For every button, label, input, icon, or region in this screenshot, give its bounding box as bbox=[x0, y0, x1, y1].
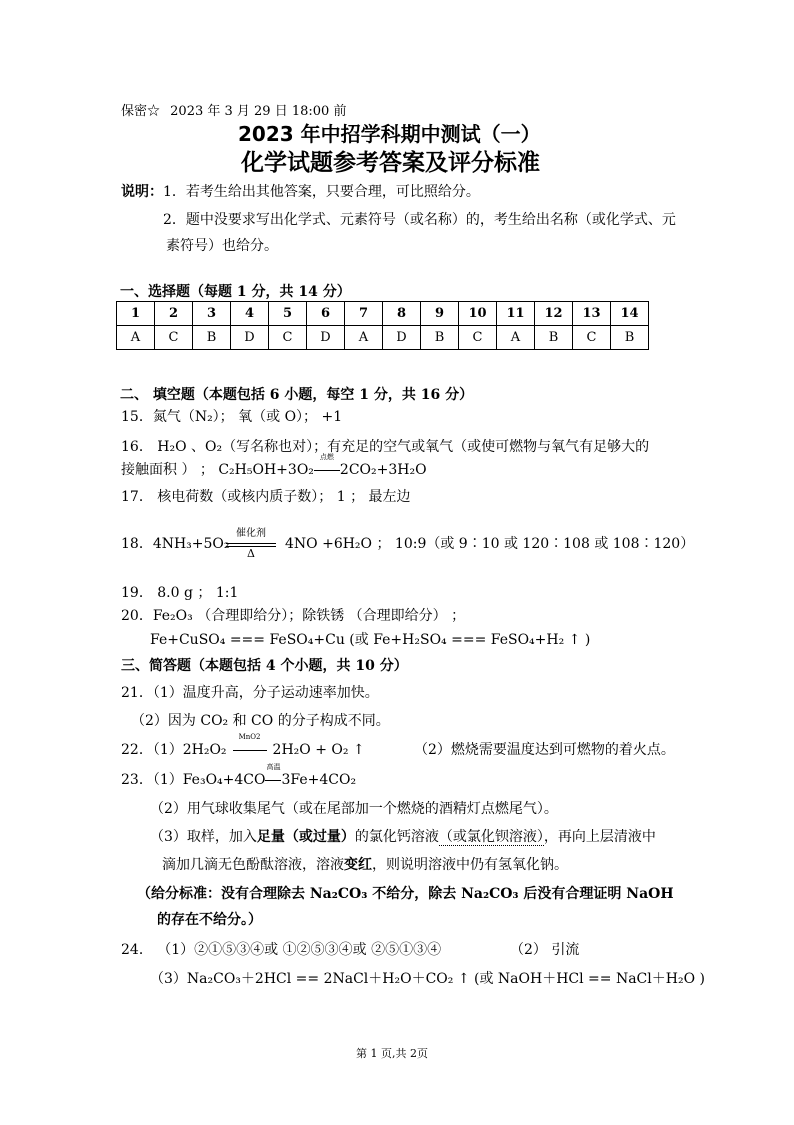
note-1 bbox=[121, 181, 480, 201]
answer-23-3-line2 bbox=[162, 854, 568, 874]
answer-18-right: 4NO +6H₂O ； 10:9（或 9∶10 或 120∶108 或 108∶120） bbox=[285, 536, 695, 552]
answer-cell: C bbox=[459, 326, 497, 350]
question-number: 11 bbox=[497, 302, 535, 326]
answer-key-title: 化学试题参考答案及评分标准 bbox=[241, 150, 540, 176]
answer-16-line1: 16． H₂O 、O₂（写名称也对）；有充足的空气或氧气（或使可燃物与氧气有足够大的 bbox=[121, 439, 650, 455]
answer-24-1: 24． （1）②①⑤③④或 ①②⑤③④或 ②⑤①③④ bbox=[121, 942, 442, 958]
answer-23-equation-right: 3Fe+4CO₂ bbox=[281, 772, 357, 788]
note-2-line1: 2．题中没要求写出化学式、元素符号（或名称）的，考生给出名称（或化学式、元 bbox=[163, 212, 676, 228]
answer-16-equation-right: 2CO₂+3H₂O bbox=[339, 462, 427, 478]
question-number: 12 bbox=[535, 302, 573, 326]
condition-high-temp: 高温 bbox=[266, 763, 281, 771]
question-number: 7 bbox=[345, 302, 383, 326]
question-number: 8 bbox=[383, 302, 421, 326]
answer-20-line2: Fe+CuSO₄ === FeSO₄+Cu (或 Fe+H₂SO₄ === FeSO₄+H₂ ↑ ) bbox=[150, 632, 591, 648]
answer-cell: D bbox=[231, 326, 269, 350]
answer-23-3-emphasis: 足量（或过量） bbox=[256, 829, 355, 845]
question-number: 6 bbox=[307, 302, 345, 326]
answer-20-line1: 20．Fe₂O₃ （合理即给分）；除铁锈 （合理即给分） ； bbox=[121, 608, 466, 624]
answer-cell: A bbox=[117, 326, 155, 350]
grading-note-line1: （给分标准：没有合理除去 Na₂CO₃ 不给分，除去 Na₂CO₃ 后没有合理证明 NaOH bbox=[137, 886, 674, 902]
answer-cell: B bbox=[193, 326, 231, 350]
section3-heading: 三、简答题（本题包括 4 个小题，共 10 分） bbox=[121, 658, 408, 674]
answer-23-3-text: ，则说明溶液中仍有氢氧化钠。 bbox=[372, 857, 568, 873]
reaction-condition bbox=[233, 733, 267, 758]
question-number: 9 bbox=[421, 302, 459, 326]
answer-cell: D bbox=[307, 326, 345, 350]
answer-23-3-text: 滴加几滴无色酚酞溶液，溶液 bbox=[162, 857, 344, 873]
question-number: 14 bbox=[611, 302, 649, 326]
answer-19: 19． 8.0 g ； 1:1 bbox=[121, 585, 239, 601]
answer-23-equation-left: 23．（1）Fe₃O₄+4CO bbox=[121, 772, 266, 788]
reaction-arrow bbox=[265, 780, 281, 781]
answer-cell: A bbox=[497, 326, 535, 350]
reaction-arrow bbox=[233, 750, 267, 751]
deadline-time: 2023 年 3 月 29 日 18:00 前 bbox=[170, 104, 347, 119]
equation-line bbox=[226, 543, 276, 544]
answer-cell: B bbox=[421, 326, 459, 350]
question-number: 3 bbox=[193, 302, 231, 326]
answer-cell: A bbox=[345, 326, 383, 350]
answer-24-2: （2） 引流 bbox=[510, 942, 580, 958]
answer-22-equation-left: 22．（1）2H₂O₂ bbox=[121, 742, 227, 758]
answer-16-equation-left: 接触面积 ） ； C₂H₅OH+3O₂ bbox=[121, 462, 314, 478]
answer-cell: C bbox=[573, 326, 611, 350]
answer-23-3-text: 的氯化钙溶液 bbox=[354, 829, 439, 845]
answer-18-left: 18．4NH₃+5O₂ bbox=[121, 536, 230, 552]
answer-21-2: （2）因为 CO₂ 和 CO 的分子构成不同。 bbox=[131, 713, 390, 729]
answer-23-1 bbox=[121, 763, 357, 789]
answer-24-3: （3）Na₂CO₃＋2HCl == 2NaCl＋H₂O＋CO₂ ↑ (或 NaOH＋HCl == NaCl＋H₂O ) bbox=[150, 971, 705, 987]
answer-23-3-text: （3）取样，加入 bbox=[150, 829, 257, 845]
section2-heading: 二、 填空题（本题包括 6 小题，每空 1 分，共 16 分） bbox=[120, 387, 474, 403]
answer-23-3-emphasis: 变红 bbox=[344, 857, 372, 873]
answer-22-2: （2）燃烧需要温度达到可燃物的着火点。 bbox=[414, 742, 675, 758]
question-number: 5 bbox=[269, 302, 307, 326]
question-number: 13 bbox=[573, 302, 611, 326]
answer-22-equation-right: 2H₂O + O₂ ↑ bbox=[272, 742, 365, 758]
condition-ignite: 点燃 bbox=[319, 453, 334, 461]
answer-cell: C bbox=[155, 326, 193, 350]
condition-catalyst-mno2: MnO2 bbox=[238, 733, 261, 741]
answer-23-3-line1 bbox=[150, 826, 656, 846]
grading-note-line2: 的存在不给分。） bbox=[157, 912, 262, 928]
question-number: 4 bbox=[231, 302, 269, 326]
answer-16-line2 bbox=[121, 453, 427, 479]
question-number: 1 bbox=[117, 302, 155, 326]
answer-cell: C bbox=[269, 326, 307, 350]
answer-cell: D bbox=[383, 326, 421, 350]
answer-17: 17． 核电荷数（或核内质子数）； 1 ； 最左边 bbox=[121, 489, 411, 505]
answer-23-3-alt: （或氯化钡溶液） bbox=[438, 829, 544, 845]
reaction-arrow bbox=[314, 470, 340, 471]
condition-heat: Δ bbox=[247, 547, 255, 560]
reaction-condition bbox=[265, 763, 281, 788]
answer-21-1: 21．（1）温度升高，分子运动速率加快。 bbox=[121, 685, 379, 701]
note-2-line2: 素符号）也给分。 bbox=[166, 238, 278, 254]
reaction-condition bbox=[314, 453, 340, 478]
reaction-condition-18 bbox=[226, 524, 276, 560]
answer-table bbox=[116, 301, 649, 350]
confidential-mark bbox=[121, 100, 346, 119]
exam-title: 2023 年中招学科期中测试（一） bbox=[238, 122, 541, 146]
answer-table-numbers bbox=[117, 302, 649, 326]
confidential-label: 保密☆ bbox=[121, 104, 161, 119]
condition-catalyst: 催化剂 bbox=[236, 528, 266, 539]
answer-22-1 bbox=[121, 733, 365, 759]
section1-heading: 一、选择题（每题 1 分，共 14 分） bbox=[120, 284, 351, 300]
answer-cell: B bbox=[535, 326, 573, 350]
notes-label: 说明： bbox=[121, 184, 163, 200]
answer-23-2: （2）用气球收集尾气（或在尾部加一个燃烧的酒精灯点燃尾气）。 bbox=[150, 801, 558, 817]
answer-cell: B bbox=[611, 326, 649, 350]
note-1-text: 1．若考生给出其他答案，只要合理，可比照给分。 bbox=[163, 184, 480, 200]
answer-table-answers bbox=[117, 326, 649, 350]
page-number: 第 1 页,共 2页 bbox=[356, 1047, 428, 1060]
answer-15: 15．氮气（N₂）； 氧（或 O）； +1 bbox=[121, 409, 343, 425]
question-number: 2 bbox=[155, 302, 193, 326]
question-number: 10 bbox=[459, 302, 497, 326]
answer-23-3-text: ，再向上层清液中 bbox=[543, 829, 656, 845]
